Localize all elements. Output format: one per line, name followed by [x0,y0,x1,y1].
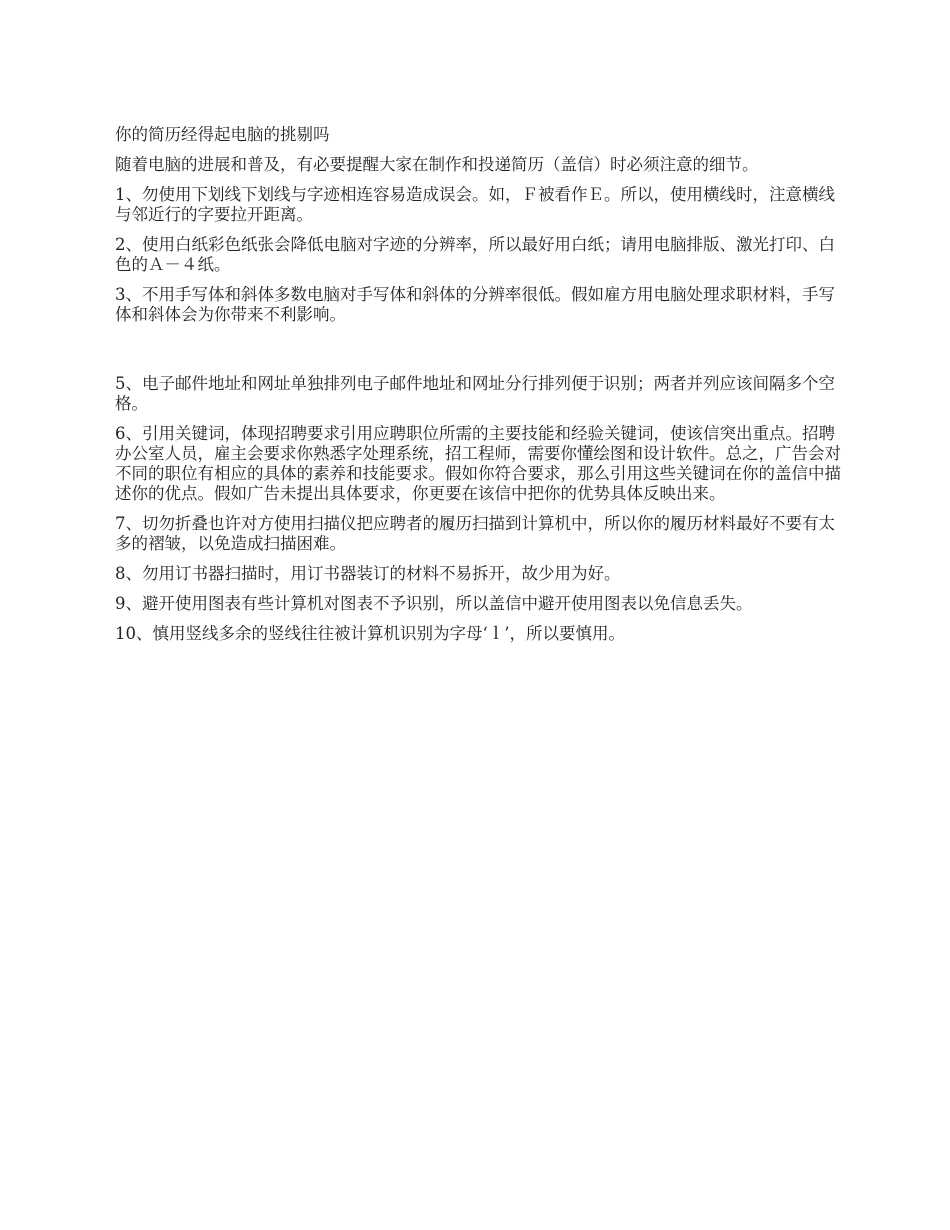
tip-paragraph-1: 1、勿使用下划线下划线与字迹相连容易造成误会。如，Ｆ被看作Ｅ。所以，使用横线时，注意横线与邻近行的字要拉开距离。 [115,185,835,224]
tip-paragraph-2: 2、使用白纸彩色纸张会降低电脑对字迹的分辨率，所以最好用白纸；请用电脑排版、激光打印、白色的Ａ－４纸。 [115,235,835,274]
tip-paragraph-7: 7、切勿折叠也许对方使用扫描仪把应聘者的履历扫描到计算机中，所以你的履历材料最好不要有太多的褶皱，以免造成扫描困难。 [115,514,835,553]
tip-paragraph-10: 10、慎用竖线多余的竖线往往被计算机识别为字母‘ｌ’，所以要慎用。 [115,624,625,643]
tip-paragraph-8: 8、勿用订书器扫描时，用订书器装订的材料不易拆开，故少用为好。 [115,564,621,583]
tip-paragraph-9: 9、避开使用图表有些计算机对图表不予识别，所以盖信中避开使用图表以免信息丢失。 [115,594,753,613]
tip-paragraph-3: 3、不用手写体和斜体多数电脑对手写体和斜体的分辨率很低。假如雇方用电脑处理求职材料，手写体和斜体会为你带来不利影响。 [115,285,835,324]
intro-paragraph: 随着电脑的进展和普及，有必要提醒大家在制作和投递简历（盖信）时必须注意的细节。 [115,155,759,174]
blank-gap [115,335,845,374]
tip-paragraph-5: 5、电子邮件地址和网址单独排列电子邮件地址和网址分行排列便于识别；两者并列应该间隔多个空格。 [115,374,835,413]
tip-paragraph-6: 6、引用关键词，体现招聘要求引用应聘职位所需的主要技能和经验关键词，使该信突出重点。招聘办公室人员，雇主会要求你熟悉字处理系统，招工程师，需要你懂绘图和设计软件。总之，广告会对不同的职位有相应的具体的素养和技能要求。假如你符合要求，那么引用这些关键词在你的盖信中描述你的优点。假如广告未提出具体要求，你更要在该信中把你的优势具体反映出来。 [115,424,841,503]
document-title: 你的简历经得起电脑的挑剔吗 [115,125,330,144]
document-page [115,125,845,654]
